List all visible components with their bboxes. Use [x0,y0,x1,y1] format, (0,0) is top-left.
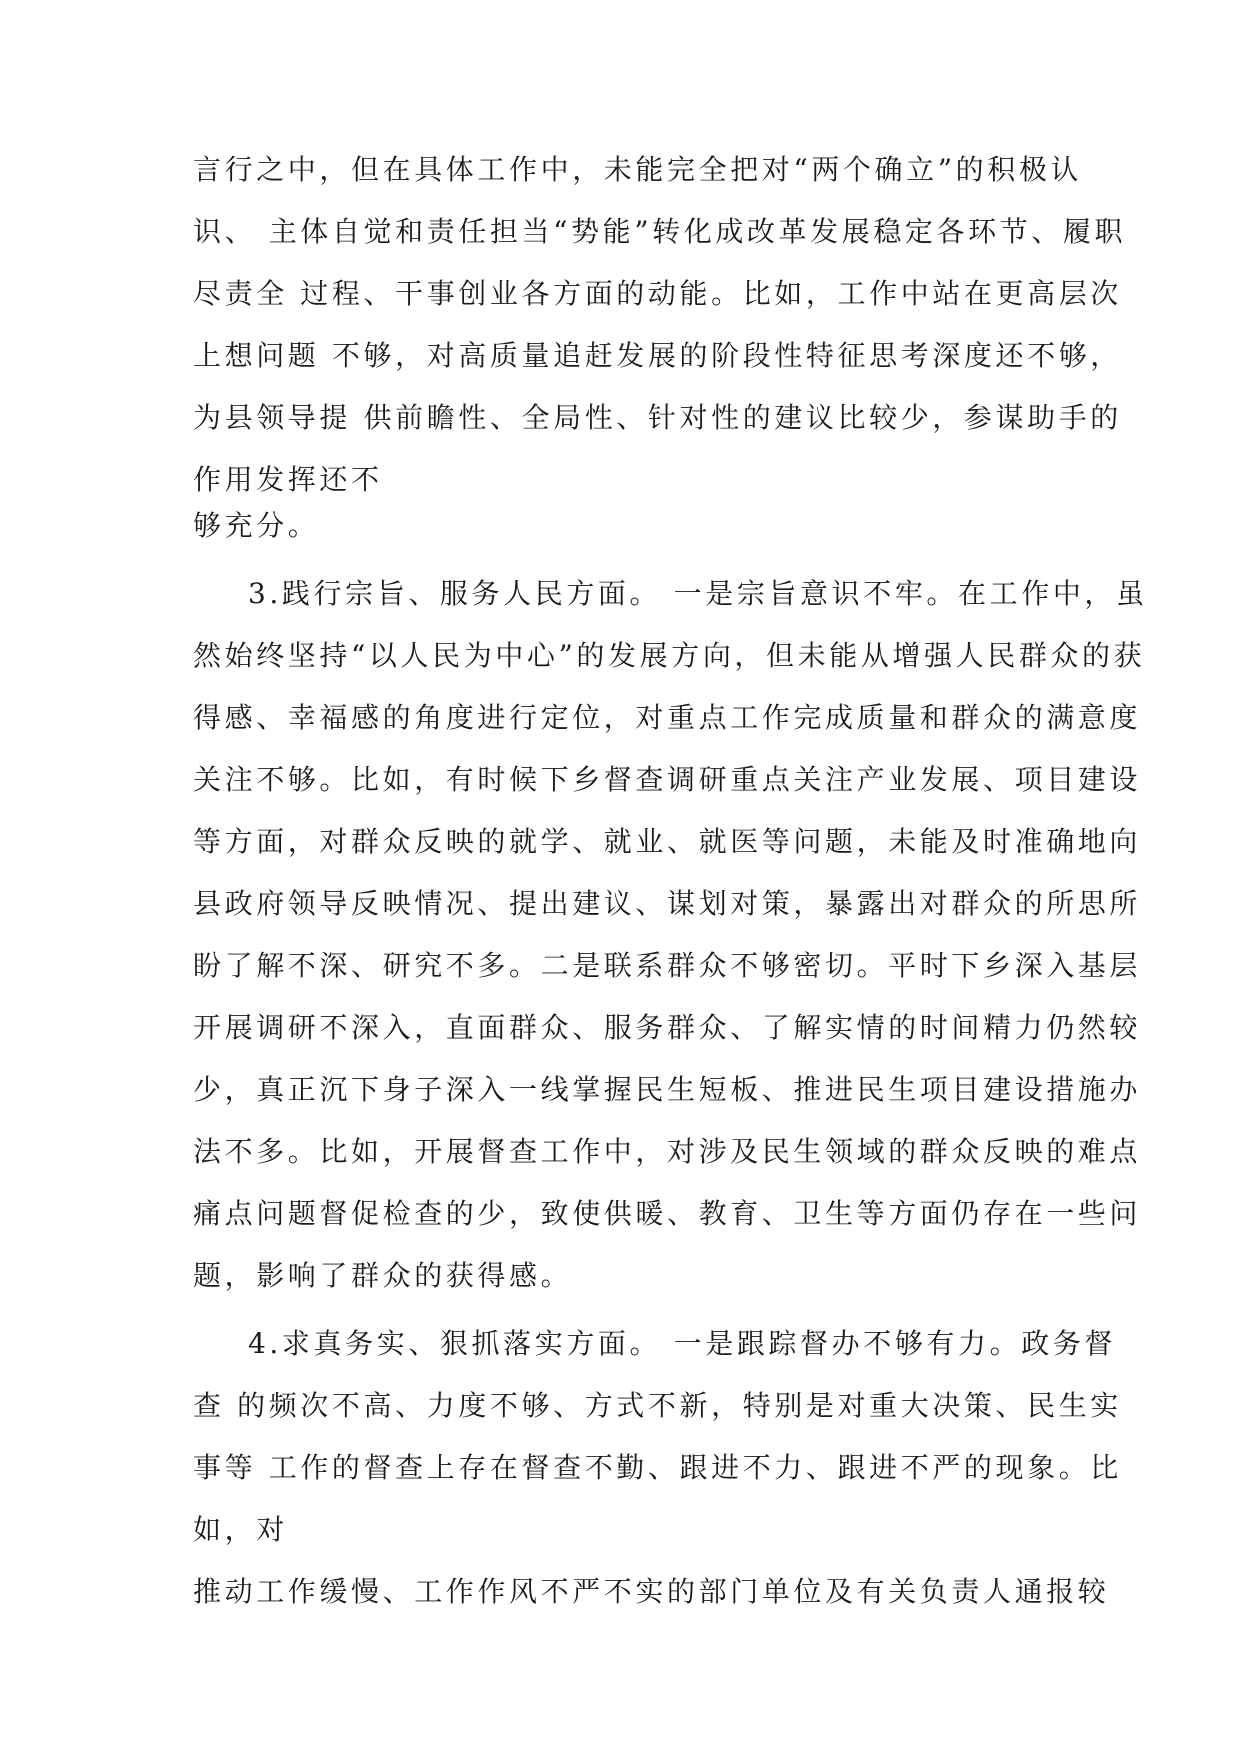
text-line: 识、 主体自觉和责任担当“势能”转化成改革发展稳定各环节、履职 [193,215,1127,248]
text-line: 县政府领导反映情况、提出建议、谋划对策，暴露出对群众的所思所 [193,887,1142,920]
text-line: 开展调研不深入，直面群众、服务群众、了解实情的时间精力仍然较 [193,1011,1142,1044]
text-line: 题，影响了群众的获得感。 [193,1259,573,1292]
text-line: 为县领导提 供前瞻性、全局性、针对性的建议比较少，参谋助手的 [193,401,1122,434]
text-line: 少，真正沉下身子深入一线掌握民生短板、推进民生项目建设措施办 [193,1073,1142,1106]
section-heading-line: 3.践行宗旨、服务人民方面。 一是宗旨意识不牢。在工作中，虽 [248,577,1148,610]
text-line: 上想问题 不够，对高质量追赶发展的阶段性特征思考深度还不够， [193,339,1122,372]
text-line: 推动工作缓慢、工作作风不严不实的部门单位及有关负责人通报较 [193,1575,1110,1608]
section-heading-line: 4.求真务实、狠抓落实方面。 一是跟踪督办不够有力。政务督 [248,1327,1117,1360]
text-line: 尽责全 过程、干事创业各方面的动能。比如，工作中站在更高层次 [193,277,1122,310]
text-line: 关注不够。比如，有时候下乡督查调研重点关注产业发展、项目建设 [193,763,1142,796]
text-line: 事等 工作的督查上存在督查不勤、跟进不力、跟进不严的现象。比 [193,1451,1122,1484]
text-line: 查 的频次不高、力度不够、方式不新，特别是对重大决策、民生实 [193,1389,1122,1422]
text-line: 得感、幸福感的角度进行定位，对重点工作完成质量和群众的满意度 [193,701,1142,734]
text-line: 法不多。比如，开展督查工作中，对涉及民生领域的群众反映的难点 [193,1135,1142,1168]
text-line: 盼了解不深、研究不多。二是联系群众不够密切。平时下乡深入基层 [193,949,1142,982]
text-line: 言行之中，但在具体工作中，未能完全把对“两个确立”的积极认 [193,153,1083,186]
text-line: 够充分。 [193,509,320,542]
text-line: 作用发挥还不 [193,463,383,496]
text-line: 如，对 [193,1513,288,1546]
text-line: 然始终坚持“以人民为中心”的发展方向，但未能从增强人民群众的获 [193,639,1146,672]
text-line: 痛点问题督促检查的少，致使供暖、教育、卫生等方面仍存在一些问 [193,1197,1142,1230]
text-line: 等方面，对群众反映的就学、就业、就医等问题，未能及时准确地向 [193,825,1142,858]
